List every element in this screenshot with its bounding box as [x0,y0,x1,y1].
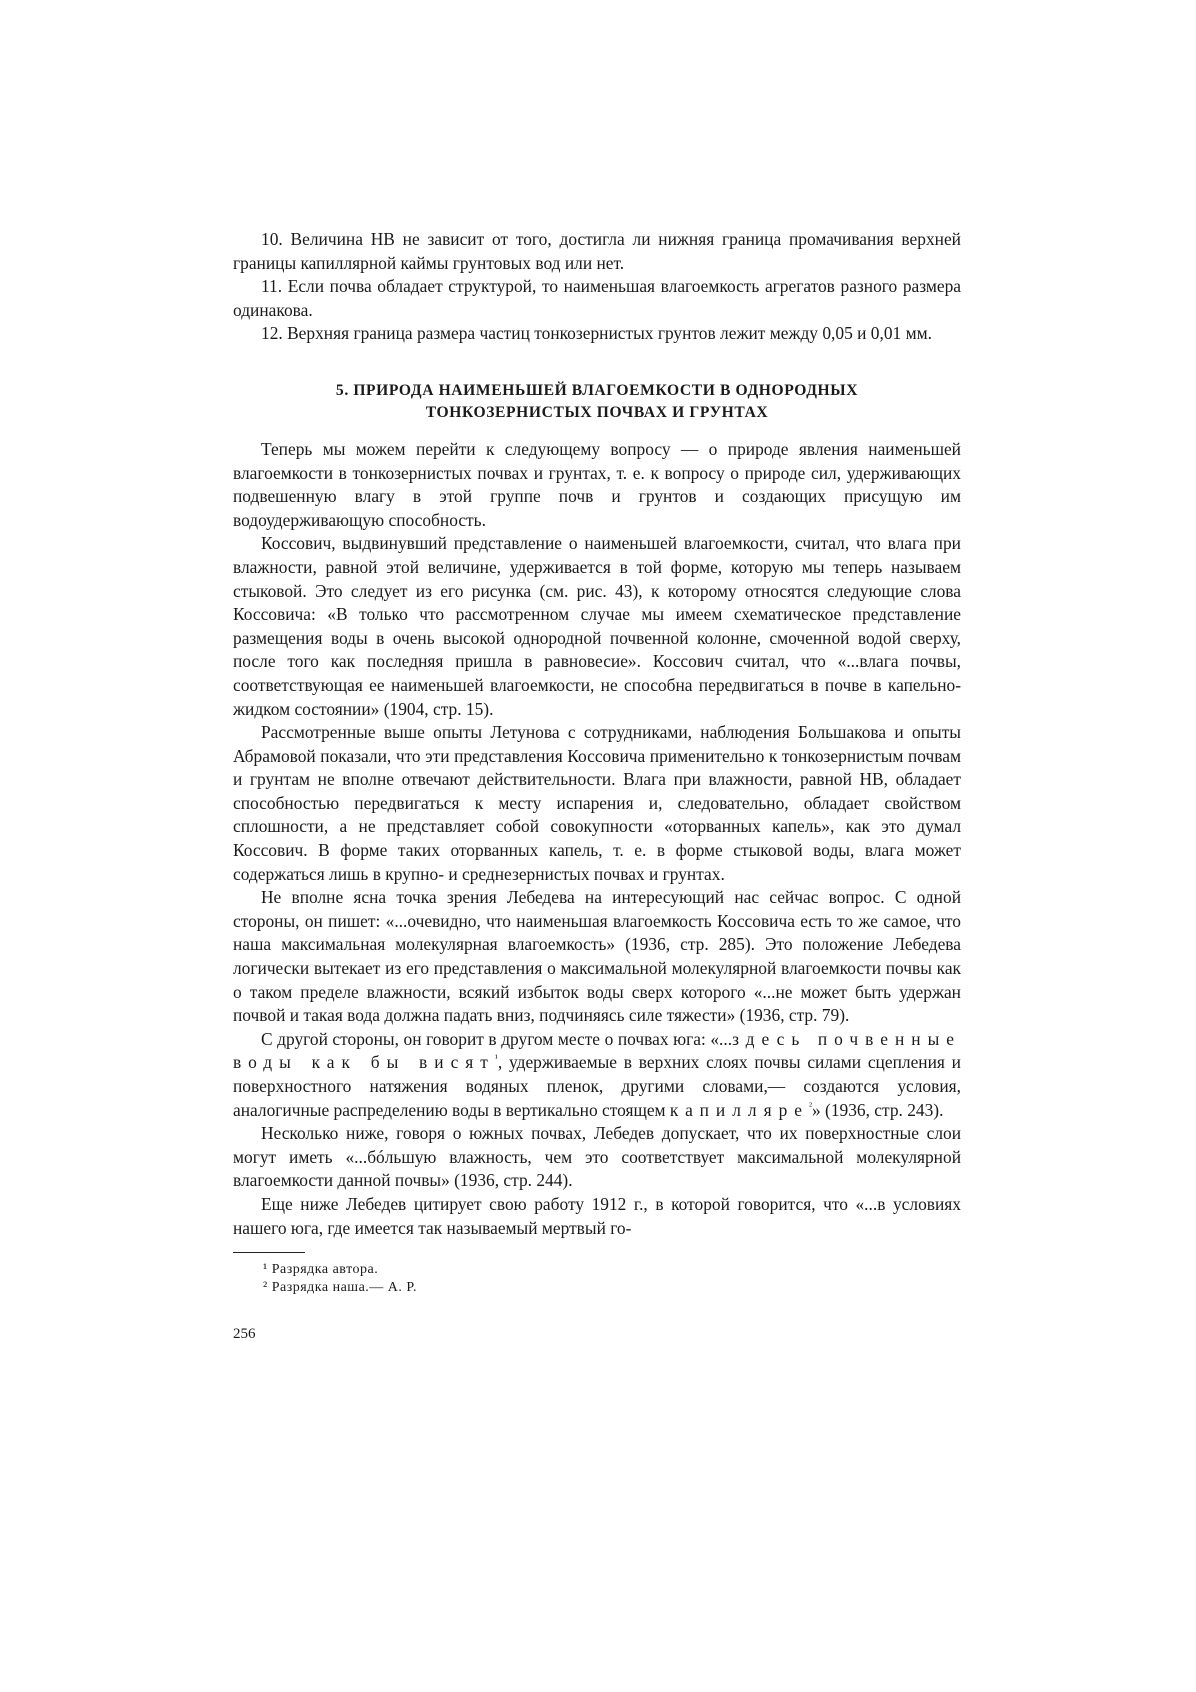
spaced-emphasis-1: здесь почвенные воды как бы висят [233,1028,961,1073]
section-title-line-1: 5. ПРИРОДА НАИМЕНЬШЕЙ ВЛАГОЕМКОСТИ В ОДНОРОДНЫХ [335,381,859,399]
paragraph-5-part-g: » (1936, стр. 243). [811,1099,944,1120]
list-item-11: 11. Если почва обладает структурой, то наименьшая влагоемкость агрегатов разного размера одинакова. [233,276,961,320]
paragraph-5-part-a: С другой стороны, он говорит в другом месте о почвах юга: «... [261,1028,733,1049]
document-page [233,228,961,1347]
list-item-12: 12. Верхняя граница размера частиц тонкозернистых грунтов лежит между 0,05 и 0,01 мм. [261,323,932,344]
paragraph-4: Не вполне ясна точка зрения Лебедева на интересующий нас сейчас вопрос. С одной стороны, он пишет: «...очевидно, что наименьшая влагоемкость Коссовича есть то же самое, что наша максимальная молекулярная влагоемкость» (1936, стр. 285). Это положение Лебедева логически вытекает из его представления о максимальной молекулярной влагоемкости почвы как о таком пределе влажности, всякий избыток воды сверх которого «...не может быть удержан почвой и такая вода должна падать вниз, подчиняясь силе тяжести» (1936, стр. 79). [233,887,961,1026]
paragraph-7: Еще ниже Лебедев цитирует свою работу 1912 г., в которой говорится, что «...в условиях нашего юга, где имеется так называемый мертвый го- [233,1193,961,1238]
section-title-line-2: ТОНКОЗЕРНИСТЫХ ПОЧВАХ И ГРУНТАХ [425,403,769,421]
page-number: 256 [233,1326,256,1343]
paragraph-1: Теперь мы можем перейти к следующему вопросу — о природе явления наименьшей влагоемкости в тонкозернистых почвах и грунтах, т. е. к вопросу о природе сил, удерживающих подвешенную влагу в этой группе почв и грунтов и создающих присущую им водоудерживающую способность. [233,438,961,530]
paragraph-2: Коссович, выдвинувший представление о наименьшей влагоемкости, считал, что влага при влажности, равной этой величине, удерживается в той форме, которую мы теперь называем стыковой. Это следует из его рисунка (см. рис. 43), к которому относятся следующие слова Коссовича: «В только что рассмотренном случае мы имеем схематическое представление размещения воды в очень высокой однородной почвенной колонне, смоченной водой сверху, после того как последняя пришла в равновесие». Коссович считал, что «...влага почвы, соответствующая ее наименьшей влагоемкости, не способна передвигаться в почве в капельно-жидком состоянии» (1904, стр. 15). [233,533,961,719]
footnote-ref-1: ¹ [494,1053,498,1065]
footnote-2: ² Разрядка наша.— А. Р. [263,1280,417,1296]
paragraph-5 [233,1028,961,1122]
paragraph-6: Несколько ниже, говоря о южных почвах, Лебедев допускает, что их поверхностные слои могут иметь «...бóльшую влажность, чем это соответствует максимальной молекулярной влагоемкости данной почвы» (1936, стр. 244). [233,1123,961,1191]
spaced-emphasis-2: капилляре [669,1099,809,1120]
footnote-1: ¹ Разрядка автора. [263,1262,379,1278]
section-heading [233,380,961,424]
paragraph-3: Рассмотренные выше опыты Летунова с сотрудниками, наблюдения Большакова и опыты Абрамовой показали, что эти представления Коссовича применительно к тонкозернистым почвам и грунтам не вполне отвечают действительности. Влага при влажности, равной НВ, обладает способностью передвигаться к месту испарения и, следовательно, обладает свойством сплошности, а не представляет собой совокупности «оторванных капель», как это думал Коссович. В форме таких оторванных капель, т. е. в форме стыковой воды, влага может содержаться лишь в крупно- и среднезернистых почвах и грунтах. [233,722,961,884]
paragraph-5-part-d: , удерживаемые в верхних слоях почвы силами сцепления и поверхностного натяжения водяных пленок, другими словами,— создаются условия, аналогичные распределению воды в вертикально стоящем [233,1052,961,1120]
footnote-ref-2: ² [808,1100,812,1112]
footnote-divider [233,1252,305,1253]
list-item-10: 10. Величина НВ не зависит от того, достигла ли нижняя граница промачивания верхней границы капиллярной каймы грунтовых вод или нет. [233,229,961,273]
